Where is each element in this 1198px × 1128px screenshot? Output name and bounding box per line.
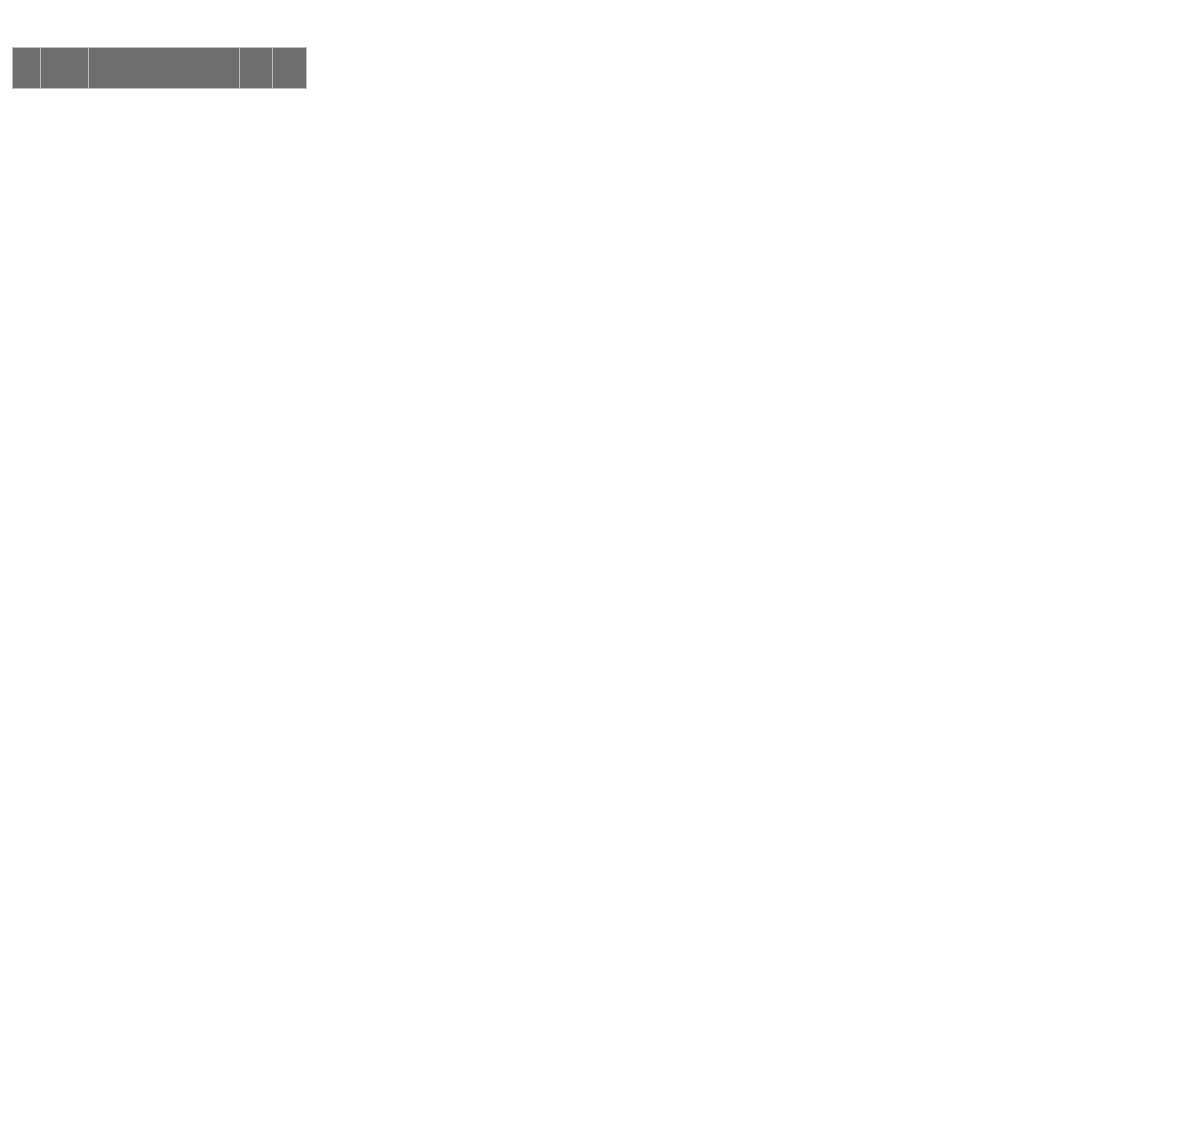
league-table xyxy=(12,47,1182,89)
header-name xyxy=(89,48,240,89)
table-header xyxy=(13,48,1183,89)
header-losses xyxy=(273,48,307,89)
header-rank xyxy=(41,48,89,89)
header-wins xyxy=(240,48,273,89)
header-side-bar xyxy=(13,48,41,89)
